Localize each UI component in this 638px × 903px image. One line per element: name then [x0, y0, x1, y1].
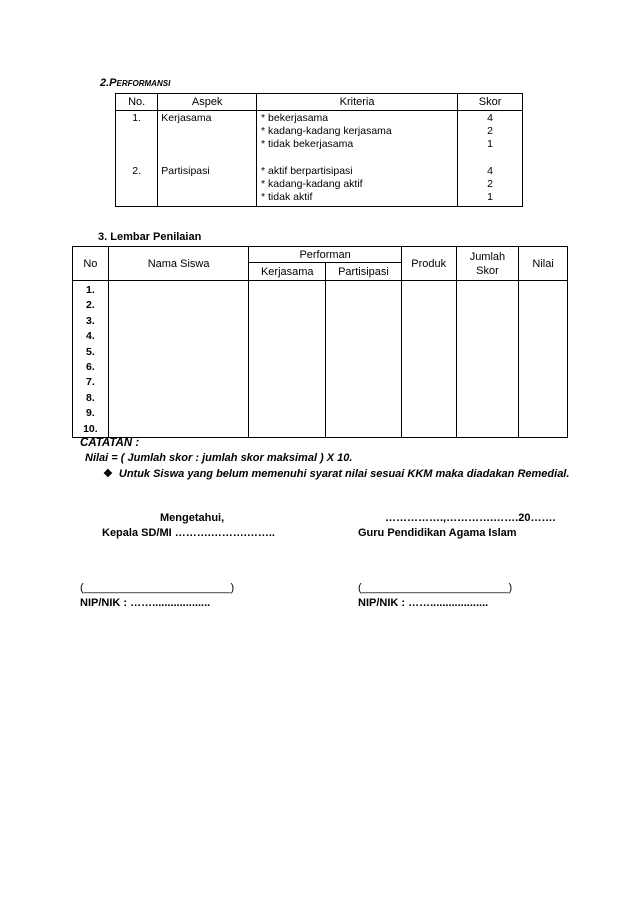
right-nip-label: NIP/NIK : ……...................	[358, 597, 489, 609]
student-number-7: 7.	[85, 376, 95, 389]
penilaian-body-row	[73, 281, 568, 438]
kepala-sekolah-label: Kepala SD/MI ……….……….……..	[102, 527, 275, 539]
header-nilai: Nilai	[519, 247, 568, 281]
student-number-cell	[73, 281, 109, 438]
header-partisipasi: Partisipasi	[326, 263, 402, 281]
produk-cell[interactable]	[401, 281, 456, 438]
header-performan: Performan	[249, 247, 401, 263]
row2-aspek: Partisipasi	[161, 165, 210, 177]
student-number-4: 4.	[85, 330, 95, 343]
jumlah-skor-cell[interactable]	[456, 281, 519, 438]
nilai-cell[interactable]	[519, 281, 568, 438]
row2-criteria-1: * aktif berpartisipasi	[261, 165, 353, 177]
penilaian-header-row-1	[73, 247, 568, 263]
mengetahui-label: Mengetahui,	[160, 512, 225, 524]
student-number-3: 3.	[85, 314, 95, 327]
section2-title-rest: ERFORMANSI	[116, 79, 171, 88]
left-nip-label: NIP/NIK : ……...................	[80, 597, 211, 609]
catatan-remedial	[103, 467, 569, 480]
header-jumlah-line2: Skor	[476, 264, 499, 277]
performansi-body-row	[116, 111, 523, 207]
student-number-6: 6.	[85, 361, 95, 374]
section2-title	[100, 77, 170, 89]
catatan-remedial-text: Untuk Siswa yang belum memenuhi syarat nilai sesuai KKM maka diadakan Remedial.	[118, 468, 570, 480]
row1-score-2: 2	[487, 125, 493, 137]
catatan-formula: Nilai = ( Jumlah skor : jumlah skor maksimal ) X 10.	[85, 452, 353, 464]
student-number-1: 1.	[85, 284, 95, 296]
header-no2: No	[73, 247, 109, 281]
nama-siswa-cell[interactable]	[108, 281, 249, 438]
section2-title-num: 2.P	[100, 77, 117, 89]
header-no: No.	[116, 94, 158, 111]
header-kerjasama: Kerjasama	[249, 263, 326, 281]
row1-score-1: 4	[487, 112, 493, 124]
student-number-8: 8.	[85, 391, 95, 404]
header-jumlah-line1: Jumlah	[469, 250, 506, 263]
place-date-line: …………….,………….…….20…….	[385, 512, 556, 524]
header-produk: Produk	[401, 247, 456, 281]
row2-criteria-3: * tidak aktif	[261, 191, 313, 203]
no-cell	[116, 111, 158, 207]
penilaian-table	[72, 246, 568, 438]
aspek-cell	[158, 111, 257, 207]
student-number-10: 10.	[83, 422, 98, 435]
row2-no: 2.	[132, 165, 142, 177]
section3-title: 3. Lembar Penilaian	[98, 231, 202, 243]
header-skor: Skor	[458, 94, 523, 111]
partisipasi-cell[interactable]	[326, 281, 402, 438]
guru-pai-label: Guru Pendidikan Agama Islam	[358, 527, 517, 539]
student-number-2: 2.	[85, 299, 95, 312]
kerjasama-cell[interactable]	[249, 281, 326, 438]
row1-criteria-3: * tidak bekerjasama	[261, 138, 354, 150]
kriteria-cell	[257, 111, 458, 207]
row1-criteria-1: * bekerjasama	[261, 112, 329, 124]
student-number-5: 5.	[85, 345, 95, 358]
performansi-header-row	[116, 94, 523, 111]
row1-no: 1.	[132, 112, 142, 124]
row1-score-3: 1	[487, 138, 493, 150]
row2-criteria-2: * kadang-kadang aktif	[261, 178, 363, 190]
header-jumlah-skor	[456, 247, 519, 281]
row1-aspek: Kerjasama	[161, 112, 212, 124]
left-signature-name-line: (________________________)	[80, 582, 235, 594]
header-kriteria: Kriteria	[257, 94, 458, 111]
catatan-title: CATATAN :	[80, 437, 140, 449]
header-aspek: Aspek	[158, 94, 257, 111]
row2-score-2: 2	[487, 178, 493, 190]
diamond-bullet-icon: ❖	[103, 468, 113, 480]
row2-score-3: 1	[487, 191, 493, 203]
student-number-9: 9.	[85, 407, 95, 420]
skor-cell	[458, 111, 523, 207]
header-nama-siswa: Nama Siswa	[108, 247, 249, 281]
row1-criteria-2: * kadang-kadang kerjasama	[261, 125, 392, 137]
performansi-table	[115, 93, 523, 207]
right-signature-name-line: (________________________)	[358, 582, 513, 594]
row2-score-1: 4	[487, 165, 493, 177]
